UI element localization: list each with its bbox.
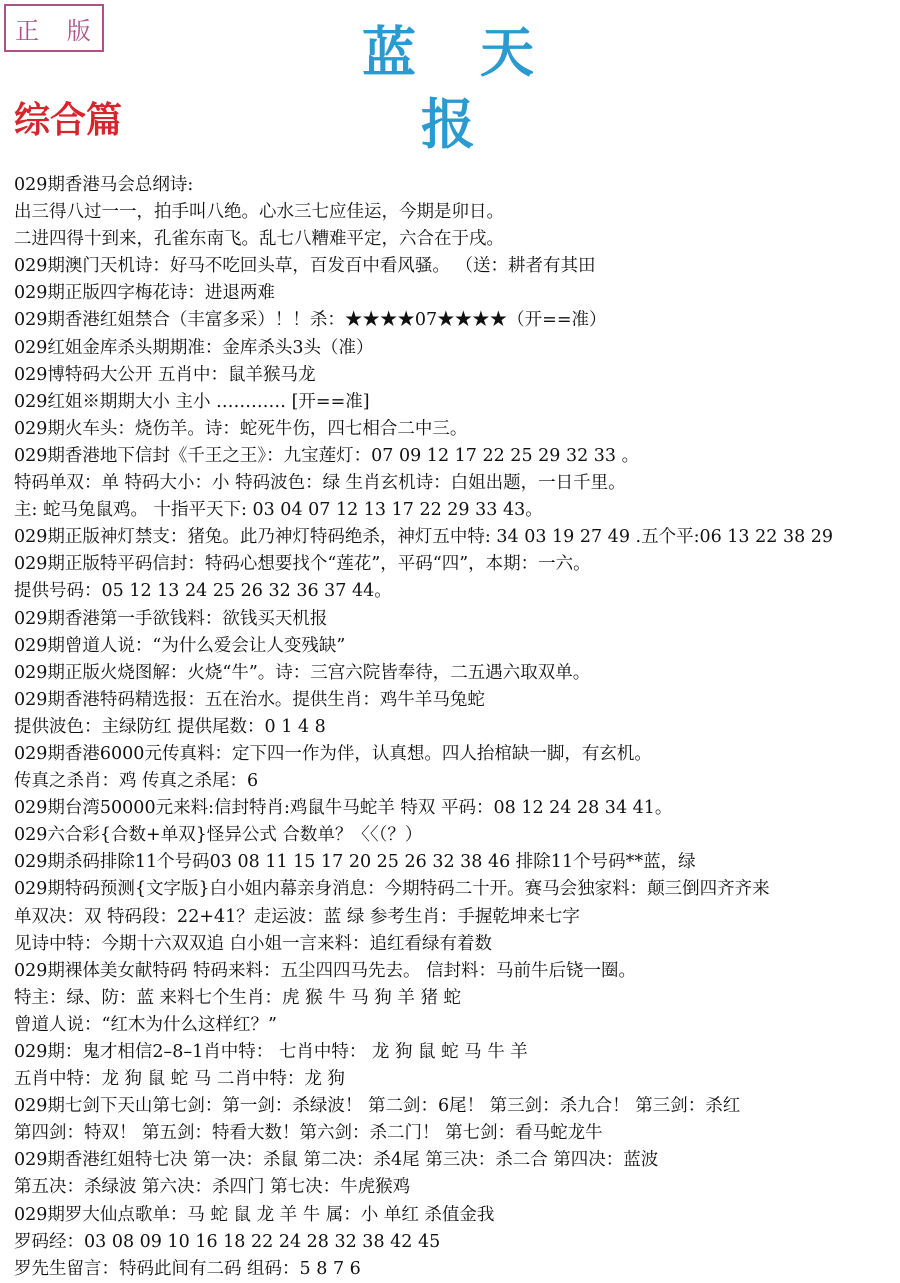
text-line: 029期香港第一手欲钱料：欲钱买天机报 [14, 608, 328, 629]
text-line: 二进四得十到来，孔雀东南飞。乱七八糟难平定，六合在于戌。 [14, 229, 504, 250]
text-line: 029期正版火烧图解：火烧“牛”。诗：三宫六院皆奉待，二五遇六取双单。 [14, 662, 591, 683]
text-line: 提供号码：05 12 13 24 25 26 32 36 37 44。 [14, 581, 392, 602]
text-line: 029期台湾50000元来料:信封特肖:鸡鼠牛马蛇羊 特双 平码：08 12 24 28 34 41。 [14, 798, 673, 819]
text-line: 五肖中特：龙 狗 鼠 蛇 马 二肖中特：龙 狗 [14, 1069, 345, 1090]
text-line: 029期香港红姐特七决 第一决：杀鼠 第二决：杀4尾 第三决：杀二合 第四决：蓝波 [14, 1150, 659, 1171]
section-title: 综合篇 [14, 99, 123, 141]
text-line: 特主：绿、防：蓝 来料七个生肖：虎 猴 牛 马 狗 羊 猪 蛇 [14, 987, 462, 1008]
text-line: 029期杀码排除11个号码03 08 11 15 17 20 25 26 32 38 46 排除11个号码**蓝，绿 [14, 852, 696, 873]
text-line: 罗先生留言：特码此间有二码 组码：5 8 7 6 [14, 1258, 361, 1279]
text-line: 029期七剑下天山第七剑：第一剑：杀绿波！ 第二剑：6尾！ 第三剑：杀九合！ 第三剑：杀红 [14, 1096, 741, 1117]
text-line: 029博特码大公开 五肖中：鼠羊猴马龙 [14, 364, 316, 385]
text-line: 029期罗大仙点歌单：马 蛇 鼠 龙 羊 牛 属：小 单红 杀值金我 [14, 1204, 495, 1225]
text-line: 029期澳门天机诗：好马不吃回头草，百发百中看风骚。 （送：耕者有其田 [14, 256, 596, 277]
text-line: 029期香港6000元传真料：定下四一作为伴，认真想。四人抬棺缺一脚，有玄机。 [14, 743, 652, 764]
article-body [14, 172, 898, 1283]
text-line: 029红姐金库杀头期期准：金库杀头3头（准） [14, 337, 374, 358]
text-line: 单双决：双 特码段：22+41？走运波：蓝 绿 参考生肖：手握乾坤来七字 [14, 906, 580, 927]
text-line: 第四剑：特双！ 第五剑：特看大数！第六剑：杀二门！ 第七剑：看马蛇龙牛 [14, 1123, 603, 1144]
text-line: 029期特码预测{文字版}白小姐内幕亲身消息：今期特码二十开。赛马会独家料：颠三倒四齐齐来 [14, 879, 770, 900]
text-line: 029期香港红姐禁合（丰富多采）！！杀：★★★★07★★★★（开==准） [14, 310, 607, 331]
text-line: 029期：鬼才相信2–8–1肖中特： 七肖中特： 龙 狗 鼠 蛇 马 牛 羊 [14, 1042, 528, 1062]
text-line: 029期香港特码精选报：五在治水。提供生肖：鸡牛羊马兔蛇 [14, 689, 485, 710]
text-line: 传真之杀肖：鸡 传真之杀尾：6 [14, 771, 259, 792]
text-line: 029期火车头：烧伤羊。诗：蛇死牛伤，四七相合二中三。 [14, 418, 468, 439]
text-line: 主: 蛇马兔鼠鸡。 十指平天下: 03 04 07 12 13 17 22 29 33 43。 [14, 500, 543, 521]
text-line: 特码单双：单 特码大小：小 特码波色：绿 生肖玄机诗：白姐出题，一日千里。 [14, 473, 626, 494]
text-line: 029六合彩{合数+单双}怪异公式 合数单？〈〈（？） [14, 825, 423, 846]
text-line: 第五决：杀绿波 第六决：杀四门 第七决：牛虎猴鸡 [14, 1177, 411, 1198]
text-line: 罗码经：03 08 09 10 16 18 22 24 28 32 38 42 45 [14, 1231, 441, 1252]
newspaper-title: 蓝天报 [362, 20, 598, 156]
text-line: 029期香港地下信封《千王之王》：九宝莲灯：07 09 12 17 22 25 29 32 33 。 [14, 445, 640, 466]
text-line: 029期曾道人说：“为什么爱会让人变残缺” [14, 635, 346, 656]
text-line: 029期正版特平码信封：特码心想要找个“莲花”，平码“四”，本期：一六。 [14, 554, 591, 575]
text-line: 提供波色：主绿防红 提供尾数：0 1 4 8 [14, 716, 326, 737]
text-line: 029期裸体美女献特码 特码来料：五尘四四马先去。 信封料：马前牛后铙一圈。 [14, 960, 637, 981]
text-line: 出三得八过一一，拍手叫八绝。心水三七应佳运，今期是卯日。 [14, 202, 504, 223]
text-line: 029期正版神灯禁支：猪兔。此乃神灯特码绝杀，神灯五中特: 34 03 19 27 49 .五个平:06 13 22 38 29 [14, 527, 834, 548]
edition-badge: 正 版 [4, 4, 104, 52]
text-line: 曾道人说：“红木为什么这样红？” [14, 1014, 277, 1035]
text-line: 见诗中特：今期十六双双追 白小姐一言来料：追红看绿有着数 [14, 933, 493, 954]
text-line: 029期正版四字梅花诗：进退两难 [14, 283, 275, 304]
text-line: 029期香港马会总纲诗: [14, 175, 194, 195]
text-line: 029红姐※期期大小 主小 ………… [开==准] [14, 391, 370, 412]
